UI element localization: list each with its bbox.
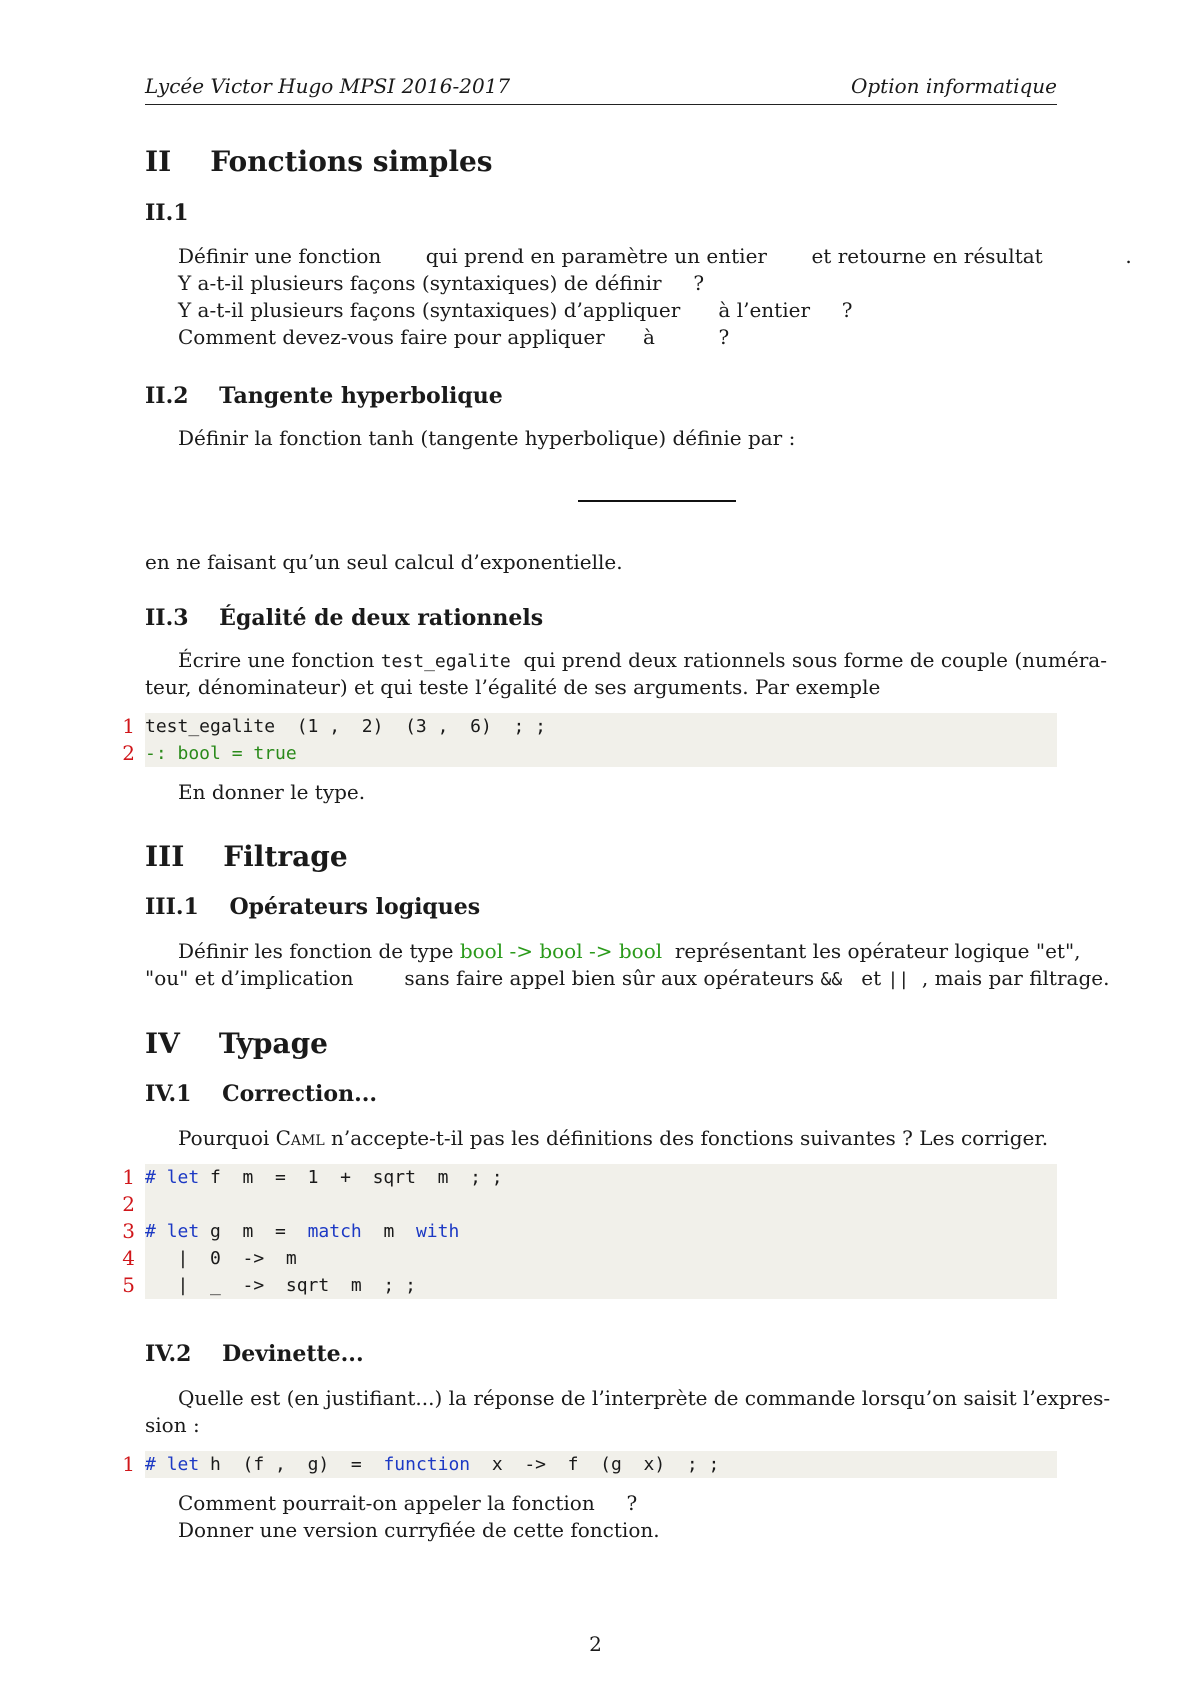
prompt-hash: # bbox=[145, 1167, 156, 1188]
subsection-ii3-title: II.3 Égalité de deux rationnels bbox=[145, 605, 544, 631]
iii1-line-2 bbox=[145, 965, 1109, 993]
iii1-line-2-a: "ou" et d’implication sans faire appel bien sûr aux opérateurs bbox=[145, 966, 821, 990]
iv2-after-2: Donner une version curryfiée de cette fonction. bbox=[178, 1518, 660, 1542]
fraction-bar bbox=[578, 500, 736, 502]
iv1-intro-b: n’accepte-t-il pas les définitions des fonctions suivantes ? Les corriger. bbox=[324, 1126, 1049, 1150]
ii3-line-1-post: qui prend deux rationnels sous forme de couple (numéra- bbox=[510, 648, 1107, 672]
ii3-after: En donner le type. bbox=[178, 780, 366, 804]
prompt-hash: # bbox=[145, 1221, 156, 1242]
header-left: Lycée Victor Hugo MPSI 2016-2017 bbox=[145, 74, 511, 98]
code-line bbox=[122, 1191, 1057, 1218]
prompt-hash: # bbox=[145, 1454, 156, 1475]
section-iii-title: III Filtrage bbox=[145, 840, 348, 873]
line-number: 1 bbox=[122, 1165, 135, 1189]
ii3-function-name: test_egalite bbox=[380, 651, 511, 672]
code-block-iv2 bbox=[122, 1451, 1057, 1478]
line-number: 4 bbox=[122, 1246, 135, 1270]
code-line bbox=[122, 1164, 1057, 1191]
subsection-iii1-title: III.1 Opérateurs logiques bbox=[145, 894, 481, 920]
ii1-line-2: Y a-t-il plusieurs façons (syntaxiques) de définir ? bbox=[178, 271, 705, 295]
ii1-line-3: Y a-t-il plusieurs façons (syntaxiques) d’appliquer à l’entier ? bbox=[178, 298, 853, 322]
ii3-line-1 bbox=[178, 647, 1107, 675]
code-text: test_egalite (1 , 2) (3 , 6) ; ; bbox=[145, 716, 546, 737]
line-number: 1 bbox=[122, 714, 135, 738]
ii1-line-1: Définir une fonction qui prend en paramètre un entier et retourne en résultat . bbox=[178, 244, 1132, 268]
line-number: 3 bbox=[122, 1219, 135, 1243]
code-line bbox=[122, 1218, 1057, 1245]
line-number: 5 bbox=[122, 1273, 135, 1297]
ii1-line-4: Comment devez-vous faire pour appliquer à ? bbox=[178, 325, 730, 349]
ii2-intro: Définir la fonction tanh (tangente hyperbolique) définie par : bbox=[178, 426, 796, 450]
code-block-ii3 bbox=[122, 713, 1057, 767]
keyword-let: let bbox=[166, 1167, 200, 1188]
iii1-line-1-a: Définir les fonction de type bbox=[178, 939, 460, 963]
iv2-after-1: Comment pourrait-on appeler la fonction ? bbox=[178, 1491, 638, 1515]
page-number: 2 bbox=[589, 1632, 602, 1656]
subsection-ii2-title: II.2 Tangente hyperbolique bbox=[145, 383, 503, 409]
code-line bbox=[122, 1272, 1057, 1299]
iv2-line-1: Quelle est (en justifiant...) la réponse de l’interprète de commande lorsqu’on saisit l’expres- bbox=[178, 1386, 1111, 1410]
code-line bbox=[122, 713, 1057, 740]
iii1-line-1-b: représentant les opérateur logique "et", bbox=[662, 939, 1081, 963]
iii1-line-1 bbox=[178, 938, 1081, 965]
subsection-iv1-title: IV.1 Correction... bbox=[145, 1081, 378, 1107]
code-line bbox=[122, 1245, 1057, 1272]
line-number: 2 bbox=[122, 1192, 135, 1216]
keyword-let: let bbox=[166, 1454, 200, 1475]
ii2-after: en ne faisant qu’un seul calcul d’exponentielle. bbox=[145, 550, 623, 574]
iii1-line-2-b: et bbox=[842, 966, 888, 990]
code-line bbox=[122, 740, 1057, 767]
subsection-ii1-title: II.1 bbox=[145, 200, 189, 226]
page-header bbox=[145, 72, 1057, 105]
keyword-match: match bbox=[307, 1221, 362, 1242]
op-or: || bbox=[887, 969, 910, 990]
code-line bbox=[122, 1451, 1057, 1478]
ii3-line-1-pre: Écrire une fonction bbox=[178, 648, 381, 672]
code-text: g m = bbox=[199, 1221, 308, 1242]
op-and: && bbox=[820, 969, 843, 990]
code-text: | _ -> sqrt m ; ; bbox=[145, 1275, 416, 1296]
keyword-function: function bbox=[383, 1454, 471, 1475]
code-text: x -> f (g x) ; ; bbox=[470, 1454, 720, 1475]
line-number: 1 bbox=[122, 1452, 135, 1476]
iii1-type: bool -> bool -> bool bbox=[459, 939, 663, 963]
header-right: Option informatique bbox=[850, 74, 1057, 98]
code-text: | 0 -> m bbox=[145, 1248, 297, 1269]
iv1-intro-a: Pourquoi bbox=[178, 1126, 276, 1150]
iv2-line-2: sion : bbox=[145, 1413, 200, 1437]
code-text: h (f , g) = bbox=[199, 1454, 384, 1475]
caml-name: Caml bbox=[275, 1126, 325, 1150]
keyword-let: let bbox=[166, 1221, 200, 1242]
ii3-line-2: teur, dénominateur) et qui teste l’égalité de ses arguments. Par exemple bbox=[145, 675, 881, 699]
code-text: f m = 1 + sqrt m ; ; bbox=[199, 1167, 503, 1188]
section-ii-title: II Fonctions simples bbox=[145, 145, 493, 178]
section-iv-title: IV Typage bbox=[145, 1027, 328, 1060]
subsection-iv2-title: IV.2 Devinette... bbox=[145, 1341, 364, 1367]
line-number: 2 bbox=[122, 741, 135, 765]
iii1-line-2-c: , mais par filtrage. bbox=[909, 966, 1110, 990]
code-block-iv1 bbox=[122, 1164, 1057, 1299]
iv1-intro bbox=[178, 1125, 1048, 1152]
code-output: -: bool = true bbox=[145, 743, 297, 764]
keyword-with: with bbox=[415, 1221, 460, 1242]
code-text: m bbox=[361, 1221, 416, 1242]
